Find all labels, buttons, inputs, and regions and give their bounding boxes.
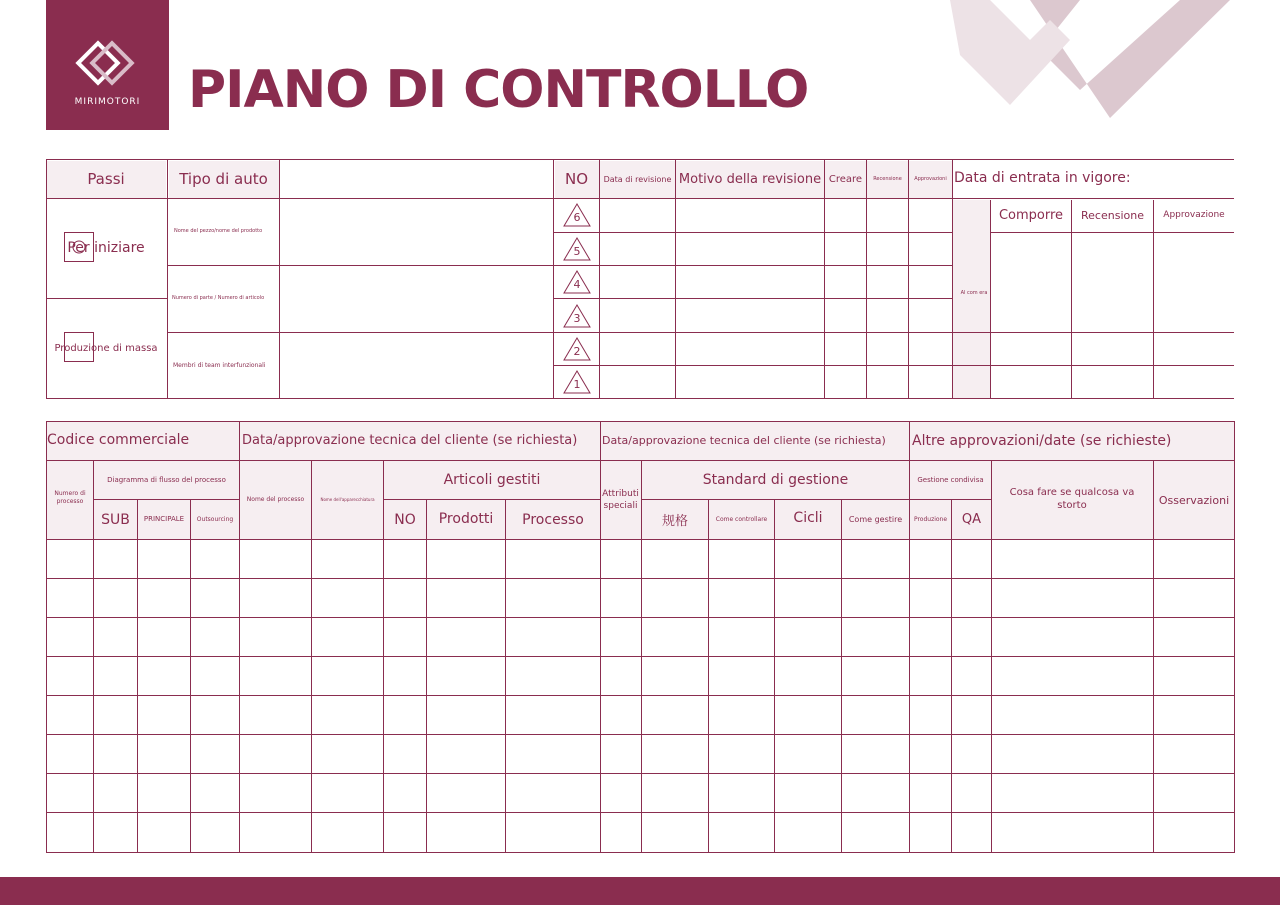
approvazioni-label: Approvazioni xyxy=(914,176,947,182)
circle-icon xyxy=(71,239,87,255)
attributi-speciali-label: Attributi speciali xyxy=(602,489,639,511)
recensione-label: Recensione xyxy=(1081,208,1144,222)
gestione-condivisa-label: Gestione condivisa xyxy=(917,475,984,484)
per-iniziare-label: Per iniziare xyxy=(67,240,145,256)
revision-number: 3 xyxy=(573,311,581,325)
revision-number: 4 xyxy=(573,277,581,291)
sub-label: SUB xyxy=(101,511,130,528)
diagramma-flusso-label: Diagramma di flusso del processo xyxy=(107,475,226,484)
creare-label: Creare xyxy=(828,173,863,185)
no-label: NO xyxy=(564,170,589,188)
altre-approvazioni-label: Altre approvazioni/date (se richieste) xyxy=(912,433,1172,449)
come-gestire-label: Come gestire xyxy=(848,514,903,524)
cicli-label: Cicli xyxy=(793,510,823,526)
nome-processo-label: Nome del processo xyxy=(246,496,305,503)
prodotti-label: Prodotti xyxy=(438,510,494,527)
comporre-label: Comporre xyxy=(998,207,1064,223)
outsourcing-label: Outsourcing xyxy=(196,515,234,523)
approvazione-label: Approvazione xyxy=(1163,209,1225,220)
guige-label: 规格 xyxy=(661,514,688,529)
page-title: PIANO DI CONTROLLO xyxy=(188,60,809,120)
produzione-label: Produzione xyxy=(913,515,948,523)
revision-number: 1 xyxy=(573,377,581,391)
tipo-auto-label: Tipo di auto xyxy=(179,170,268,188)
data-revisione-label: Data di revisione xyxy=(603,174,672,184)
cosa-fare-label: Cosa fare se qualcosa va storto xyxy=(1009,487,1135,511)
numero-processo-label: Numero di processo xyxy=(54,490,86,505)
articoli-gestiti-label: Articoli gestiti xyxy=(443,472,541,488)
no-column-label: NO xyxy=(394,511,416,528)
motivo-revisione-label: Motivo della revisione xyxy=(678,172,822,187)
produzione-massa-checkbox[interactable] xyxy=(64,332,94,362)
revision-number: 5 xyxy=(573,244,581,258)
footer-bar xyxy=(0,877,1280,905)
revision-number: 2 xyxy=(573,344,581,358)
standard-gestione-label: Standard di gestione xyxy=(702,472,849,488)
side-note: Al com era xyxy=(960,290,988,296)
codice-commerciale-label: Codice commerciale xyxy=(47,432,190,448)
qa-label: QA xyxy=(961,512,982,527)
logo-text: MIRIMOTORI xyxy=(74,97,141,107)
data-entrata-label: Data di entrata in vigore: xyxy=(954,170,1131,186)
nome-apparecchiatura-label: Nome dell'apparecchiatura xyxy=(320,497,375,502)
logo xyxy=(46,0,169,130)
nome-pezzo-label: Nome del pezzo/nome del prodotto xyxy=(174,228,263,234)
processo-label: Processo xyxy=(522,511,584,528)
principale-label: PRINCIPALE xyxy=(143,515,185,523)
produzione-massa-label: Produzione di massa xyxy=(54,343,158,354)
decorative-diamonds xyxy=(930,0,1250,130)
revision-number: 6 xyxy=(573,210,581,224)
data-approvazione-label-1: Data/approvazione tecnica del cliente (se richiesta) xyxy=(242,433,578,448)
data-approvazione-label-2: Data/approvazione tecnica del cliente (se richiesta) xyxy=(602,434,886,447)
come-controllare-label: Come controllare xyxy=(715,515,768,523)
numero-parte-label: Numero di parte / Numero di articolo xyxy=(172,295,265,301)
membri-team-label: Membri di team interfunzionali xyxy=(173,362,266,369)
recensione-small-label: Recensione xyxy=(873,176,902,182)
osservazioni-label: Osservazioni xyxy=(1158,493,1230,507)
passi-label: Passi xyxy=(87,170,125,188)
